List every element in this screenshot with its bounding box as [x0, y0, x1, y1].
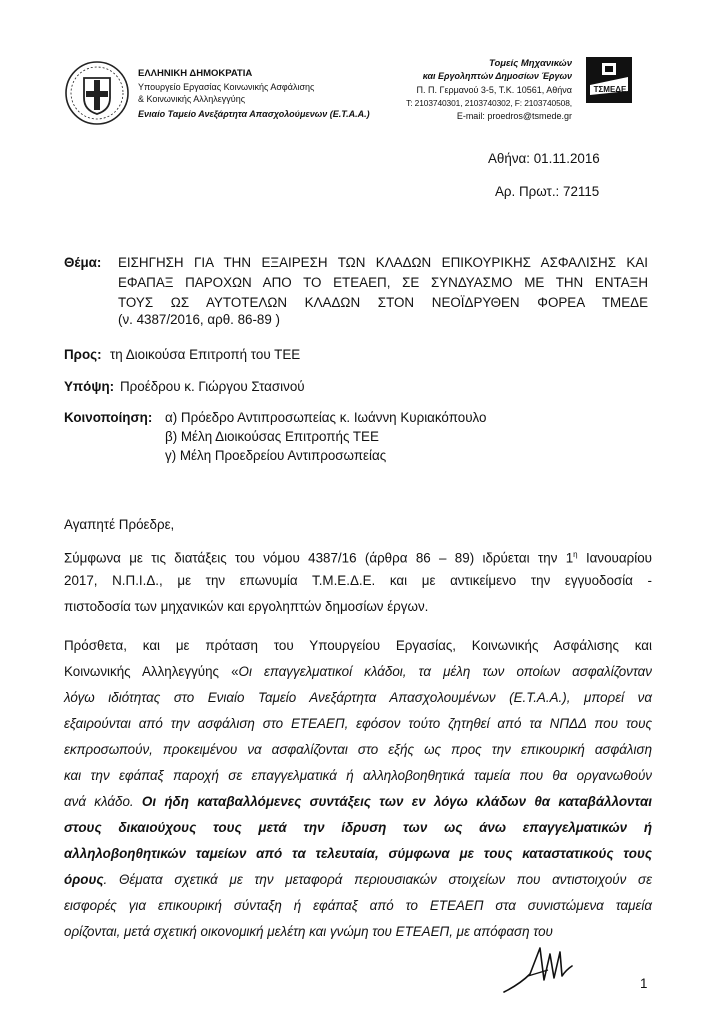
- paragraph-2-line-10: [64, 867, 652, 893]
- para1-text: Σύμφωνα με τις διατάξεις του νόμου 4387/16 (άρθρα 86 – 89) ιδρύεται την 1: [64, 550, 574, 566]
- attn-text: Προέδρου κ. Γιώργου Στασινού: [120, 379, 305, 394]
- org-address: Π. Π. Γερμανού 3-5, Τ.Κ. 10561, Αθήνα: [416, 85, 572, 95]
- paragraph-2-line-5: εκπροσωπούν, προκειμένου να ασφαλίζονται στο εξής ως προς την επικουρική ασφάλιση: [64, 742, 652, 757]
- cc-label: Κοινοποίηση:: [64, 410, 153, 425]
- superscript: η: [573, 550, 578, 559]
- paragraph-2-line-7: [64, 789, 652, 815]
- cc-item: γ) Μέλη Προεδρείου Αντιπροσωπείας: [165, 448, 387, 463]
- para1-text: Ιανουαρίου: [577, 550, 652, 566]
- para2-bold: όρους: [64, 872, 104, 887]
- ministry-line-2: & Κοινωνικής Αλληλεγγύης: [138, 94, 246, 104]
- para2-text: . Θέματα σχετικά με την μεταφορά περιουσιακών στοιχείων που αντιστοιχούν σε: [103, 872, 652, 887]
- paragraph-2-line-2: [64, 659, 652, 685]
- subject-line-1: ΕΙΣΗΓΗΣΗ ΓΙΑ ΤΗΝ ΕΞΑΙΡΕΣΗ ΤΩΝ ΚΛΑΔΩΝ ΕΠΙΚΟΥΡΙΚΗΣ ΑΣΦΑΛΙΣΗΣ ΚΑΙ: [118, 255, 648, 270]
- cc-item: α) Πρόεδρο Αντιπροσωπείας κ. Ιωάννη Κυριακόπουλο: [165, 410, 487, 425]
- to-label: Προς:: [64, 347, 102, 362]
- org-title: Τομείς Μηχανικών: [489, 58, 572, 69]
- fund-name: Ενιαίο Ταμείο Ανεξάρτητα Απασχολούμενων (Ε.Τ.Α.Α.): [138, 109, 370, 119]
- paragraph-1-line-3: πιστοδοσία των μηχανικών και εργοληπτών δημοσίων έργων.: [64, 599, 429, 614]
- republic-title: ΕΛΛΗΝΙΚΗ ΔΗΜΟΚΡΑΤΙΑ: [138, 68, 253, 79]
- paragraph-2-line-3: λόγω ιδιότητας στο Ενιαίο Ταμείο Ανεξάρτητα Απασχολουμένων (Ε.Τ.Α.Α.), μπορεί να: [64, 690, 652, 705]
- paragraph-2-line-9: αλληλοβοηθητικών ταμείων από τα τελευταία, σύμφωνα με τους καταστατικούς τους: [64, 846, 652, 861]
- paragraph-2-line-8: στους δικαιούχους τους μετά την ίδρυση των ως άνω επαγγελματικών ή: [64, 820, 652, 835]
- tsmede-logo-icon: [584, 55, 634, 105]
- protocol-number: Αρ. Πρωτ.: 72115: [495, 184, 600, 199]
- org-phones: Τ: 2103740301, 2103740302, F: 2103740508,: [406, 98, 572, 108]
- org-email: E-mail: proedros@tsmede.gr: [456, 111, 572, 121]
- signature: [500, 940, 580, 1000]
- page-number: 1: [640, 976, 648, 991]
- cc-item: β) Μέλη Διοικούσας Επιτροπής ΤΕΕ: [165, 429, 379, 444]
- paragraph-2-line-12: ορίζονται, μετά σχετική οικονομική μελέτη και γνώμη του ΕΤΕΑΕΠ, με απόφαση του: [64, 924, 553, 939]
- paragraph-1-line-2: 2017, Ν.Π.Ι.Δ., με την επωνυμία Τ.Μ.Ε.Δ.Ε. και με αντικείμενο την εγγυοδοσία -: [64, 573, 652, 588]
- paragraph-2-line-1: Πρόσθετα, και με πρόταση του Υπουργείου Εργασίας, Κοινωνικής Ασφάλισης και: [64, 638, 652, 653]
- subject-label: Θέμα:: [64, 255, 102, 270]
- subject-line-2: ΕΦΑΠΑΞ ΠΑΡΟΧΩΝ ΑΠΟ ΤΟ ΕΤΕΑΕΠ, ΣΕ ΣΥΝΔΥΑΣΜΟ ΜΕ ΤΗΝ ΕΝΤΑΞΗ: [118, 275, 648, 290]
- para2-text: Κοινωνικής Αλληλεγγύης «: [64, 664, 239, 679]
- tsmede-logo-text: ΤΣΜΕΔΕ: [593, 85, 627, 94]
- emblem-icon: [62, 58, 132, 128]
- tsmede-logo: [584, 55, 634, 105]
- org-subtitle: και Εργοληπτών Δημοσίων Έργων: [422, 71, 572, 81]
- signature-icon: [500, 940, 580, 1000]
- para2-bold: Οι ήδη καταβαλλόμενες συντάξεις των εν λόγω κλάδων θα καταβάλλονται: [141, 794, 652, 809]
- greeting: Αγαπητέ Πρόεδρε,: [64, 517, 175, 532]
- subject-line-3: ΤΟΥΣ ΩΣ ΑΥΤΟΤΕΛΩΝ ΚΛΑΔΩΝ ΣΤΟΝ ΝΕΟΪΔΡΥΘΕΝ ΦΟΡΕΑ ΤΜΕΔΕ: [118, 295, 648, 310]
- ministry-line: Υπουργείο Εργασίας Κοινωνικής Ασφάλισης: [138, 82, 315, 92]
- attn-label: Υπόψη:: [64, 379, 115, 394]
- subject-line-4: (ν. 4387/2016, αρθ. 86-89 ): [118, 312, 281, 327]
- paragraph-2-line-11: εισφορές για επικουρική σύνταξη ή εφάπαξ από το ΕΤΕΑΕΠ στα συνιστώμενα ταμεία: [64, 898, 652, 913]
- para2-text: ανά κλάδο.: [64, 794, 142, 809]
- paragraph-2-line-6: και την εφάπαξ παροχή σε επαγγελματικά ή αλληλοβοηθητικά ταμεία που θα οργανωθούν: [64, 768, 652, 783]
- paragraph-2-line-4: εξαιρούνται από την ασφάλιση στο ΕΤΕΑΕΠ, εφόσον τούτο ζητηθεί από τα ΝΠΔΔ που τους: [64, 716, 652, 731]
- document-date: Αθήνα: 01.11.2016: [488, 151, 600, 166]
- to-text: τη Διοικούσα Επιτροπή του ΤΕΕ: [110, 347, 301, 362]
- para2-quote: Οι επαγγελματικοί κλάδοι, τα μέλη των οποίων ασφαλίζονταν: [238, 664, 652, 679]
- greek-emblem: [62, 58, 132, 128]
